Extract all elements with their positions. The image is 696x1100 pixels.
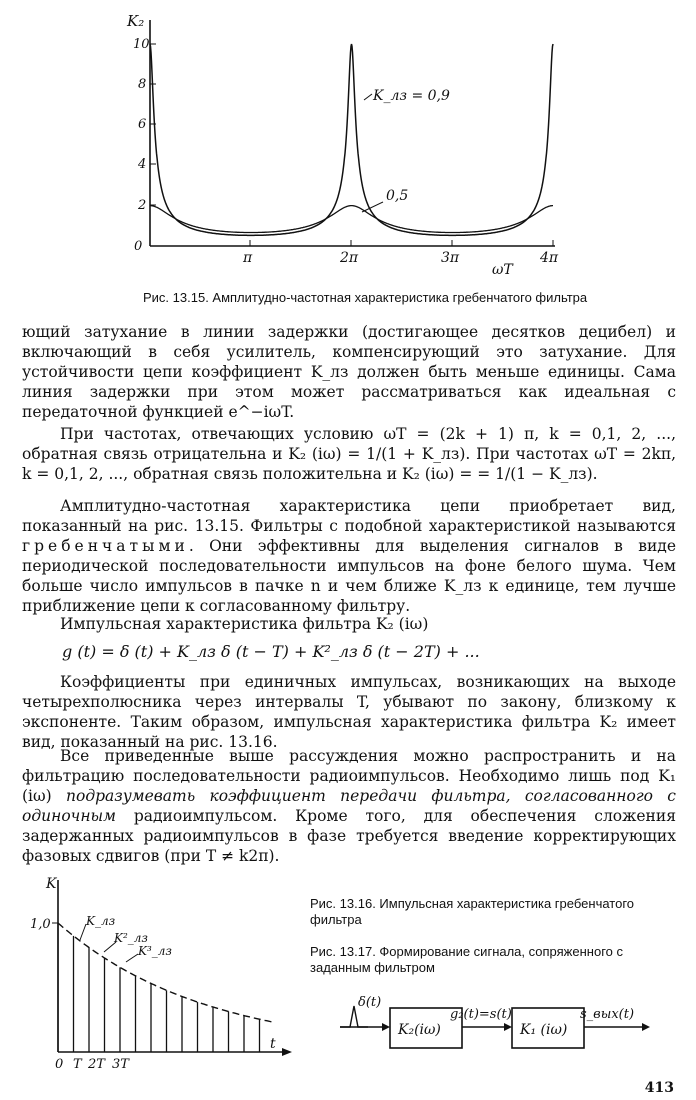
figure-13-15	[0, 0, 696, 290]
figure-13-17	[310, 992, 690, 1082]
body-paragraph: Коэффициенты при единичных импульсах, возникающих на выходе четырехполюсника через интервалы T, убывают по закону, близкому к экспоненте. Таким образом, импульсная характеристика фильтра K₂ имеет вид, показанный на рис. 13.16.	[22, 673, 676, 751]
fig3-block-1-label: K₂(iω)	[398, 1022, 441, 1038]
fig3-block-2-label: K₁ (iω)	[520, 1022, 568, 1038]
fig1-ytick: 6	[138, 117, 147, 132]
body-paragraph	[22, 746, 676, 866]
fig1-curve-0-5	[150, 206, 553, 233]
fig2-label: K_лз	[86, 914, 116, 928]
fig3-input-label: δ(t)	[358, 995, 382, 1010]
fig1-xtick: 3π	[441, 250, 460, 266]
p3-spaced-term: гребенчатыми	[22, 537, 189, 555]
fig1-curve-0-9	[150, 44, 553, 235]
fig1-xtick: 2π	[340, 250, 359, 266]
p3-part-b: . Они эффективны для выделения сигналов в виде периодической последовательности импульсов на фоне белого шума. Чем больше число импульсов в пачке n и чем ближе K_лз к единице, тем лучше приближение цепи к согласованному фильтру.	[22, 537, 676, 615]
body-paragraph: При частотах, отвечающих условию ωT = (2k + 1) π, k = 0,1, 2, ..., обратная связь отрицательна и K₂ (iω) = 1/(1 + K_лз). При частотах ωT = 2kπ, k = 0,1, 2, ..., обратная связь положительна и K₂ (iω) = = 1/(1 − K_лз).	[22, 425, 676, 483]
body-paragraph	[22, 496, 676, 616]
p6-italic: подразумевать коэффициент передачи фильтра, согласованного с одиночным	[22, 787, 676, 825]
fig2-xtick: 2T	[88, 1057, 105, 1072]
body-paragraph: ющий затухание в линии задержки (достигающее десятков децибел) и включающий в себя усилитель, компенсирующий это затухание. Для устойчивости цепи коэффициент K_лз должен быть меньше единицы. Сама линия задержки при этом может рассматриваться как идеальная с передаточной функцией e^−iωT.	[22, 323, 676, 421]
fig2-label: K²_лз	[114, 931, 148, 945]
p6-part-a: Все приведенные выше рассуждения можно распространить и на фильтрацию последовательности радиоимпульсов. Необходимо лишь под K₁ (iω)	[22, 747, 676, 805]
equation: g (t) = δ (t) + K_лз δ (t − T) + K²_лз δ (t − 2T) + ...	[62, 642, 480, 661]
fig1-xtick: π	[243, 250, 253, 266]
fig1-curve-label-0-9: K_лз = 0,9	[373, 88, 450, 104]
fig1-ylabel: K₂	[127, 12, 145, 30]
fig1-xtick: 4π	[540, 250, 559, 266]
fig1-ytick: 2	[138, 198, 147, 213]
fig2-xtick: 3T	[112, 1057, 129, 1072]
fig1-ytick: 8	[138, 77, 147, 92]
fig2-ylabel: K	[46, 876, 57, 892]
fig2-label: K³_лз	[138, 944, 172, 958]
fig1-ytick: 0	[134, 239, 143, 254]
fig2-xtick: 0	[55, 1057, 64, 1072]
fig2-impulse-bars	[58, 923, 260, 1052]
fig1-ytick: 4	[138, 157, 147, 172]
p6-part-b: радиоимпульсом. Кроме того, для обеспечения сложения задержанных радиоимпульсов в фазе требуется введение корректирующих фазовых сдвигов (при T ≠ k2π).	[22, 807, 676, 865]
fig2-xlabel: t	[270, 1036, 276, 1052]
fig3-mid-label: g₂(t)=s(t)	[450, 1007, 512, 1022]
fig3-caption: Рис. 13.17. Формирование сигнала, сопряженного с заданным фильтром	[310, 944, 623, 975]
fig2-envelope-curve	[58, 923, 272, 1022]
fig1-ytick: 10	[133, 37, 150, 52]
fig3-output-label: s_вых(t)	[580, 1007, 635, 1022]
body-paragraph: Импульсная характеристика фильтра K₂ (iω)	[60, 615, 429, 633]
page-number: 413	[644, 1080, 674, 1096]
fig1-caption: Рис. 13.15. Амплитудно-частотная характеристика гребенчатого фильтра	[143, 290, 588, 305]
fig2-caption: Рис. 13.16. Импульсная характеристика гребенчатого фильтра	[310, 896, 635, 927]
fig2-xtick: T	[73, 1057, 82, 1072]
fig1-xlabel: ωT	[492, 262, 513, 278]
fig2-ytick: 1,0	[30, 917, 51, 932]
fig1-curve-label-0-5: 0,5	[386, 188, 409, 204]
p3-part-a: Амплитудно-частотная характеристика цепи приобретает вид, показанный на рис. 13.15. Фильтры с подобной характеристикой называются	[22, 497, 676, 535]
figure-13-16	[20, 870, 320, 1080]
